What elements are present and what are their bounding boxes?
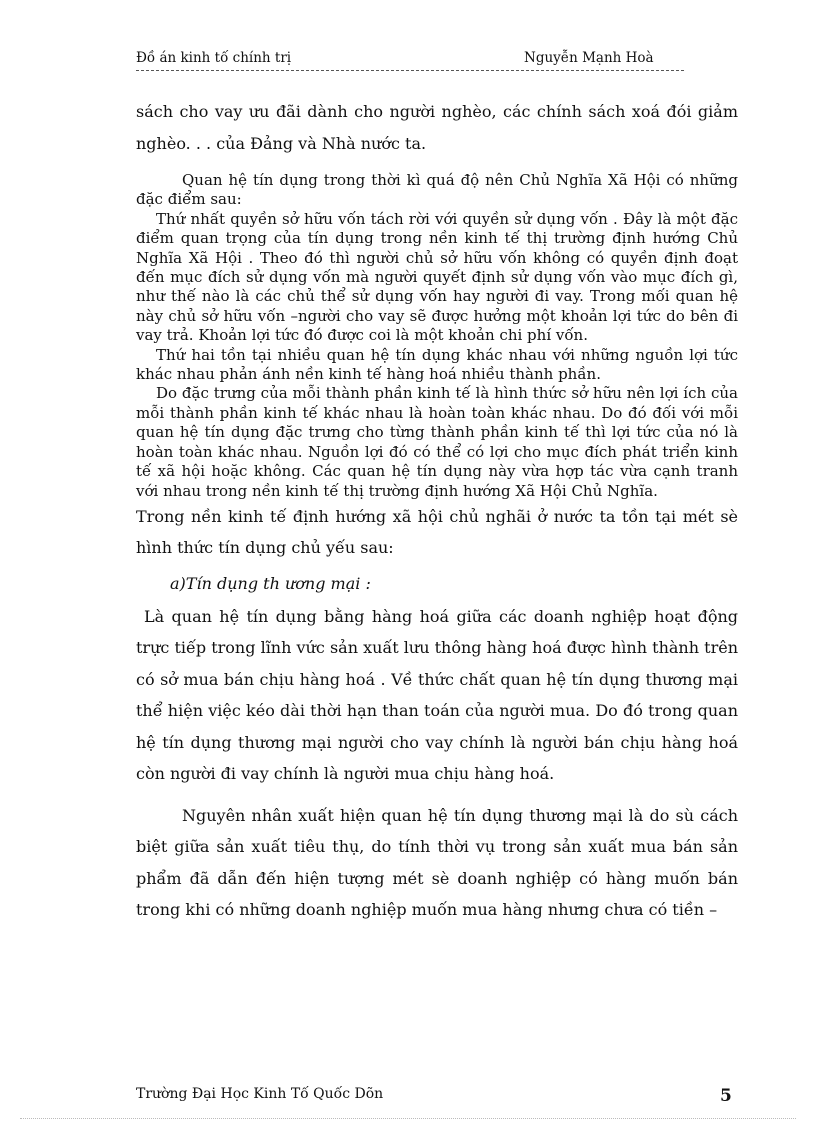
paragraph-commercial-credit-definition: Là quan hệ tín dụng bằng hàng hoá giữa các doanh nghiệp hoạt động trực tiếp trong lĩnh vức sản xuất lưu thông hàng hoá được hình thành trên có sở mua bán chịu hàng hoá . Về thức chất quan hệ tín dụng thương mại thể hiện việc kéo dài thời hạn than toán của người mua. Do đó trong quan hệ tín dụng thương mại người cho vay chính là người bán chịu hàng hoá còn người đi vay chính là người mua chịu hàng hoá. [136,606,738,784]
header-divider [136,70,684,71]
body-text [136,96,738,926]
paragraph-first-feature: Thứ nhất quyền sở hữu vốn tách rời với quyền sử dụng vốn . Đây là một đặc điểm quan trọng của tín dụng trong nền kinh tế thị trường định hướng Chủ Nghĩa Xã Hội . Theo đó thì người chủ sở hữu vốn không có quyền định đoạt đến mục đích sử dụng vốn mà người quyết định sử dụng vốn vào mục đích gì, như thế nào là các chủ thể sử dụng vốn hay người đi vay. Trong mối quan hệ này chủ sở hữu vốn –người cho vay sẽ được hưởng một khoản lợi tức do bên đi vay trả. Khoản lợi tức đó được coi là một khoản chi phí vốn. [136,209,738,345]
page-number: 5 [720,1086,732,1106]
paragraph-intro: sách cho vay ưu đãi dành cho người nghèo, các chính sách xoá đói giảm nghèo. . . của Đảng và Nhà nước ta. [136,102,738,153]
paragraph-features-intro: Quan hệ tín dụng trong thời kì quá độ nên Chủ Nghĩa Xã Hội có những đặc điểm sau: [136,171,738,209]
footer-divider [20,1118,796,1119]
paragraph-commercial-credit-causes: Nguyên nhân xuất hiện quan hệ tín dụng thương mại là do sù cách biệt giữa sản xuất tiêu thụ, do tính thời vụ trong sản xuất mua bán sản phẩm đã dẫn đến hiện tượng mét sè doanh nghiệp có hàng muốn bán trong khi có những doanh nghiệp muốn mua hàng nhưng chưa có tiền – [136,805,738,920]
paragraph-credit-forms: Trong nền kinh tế định hướng xã hội chủ nghãi ở nước ta tồn tại mét sè hình thức tín dụng chủ yếu sau: [136,506,738,558]
paragraph-ownership: Do đặc trưng của mỗi thành phần kinh tế là hình thức sở hữu nên lợi ích của mỗi thành phần kinh tế khác nhau là hoàn toàn khác nhau. Do đó đối với mỗi quan hệ tín dụng đặc trưng cho từng thành phần kinh tế thì lợi tức của nó là hoàn toàn khác nhau. Nguồn lợi đó có thể có lợi cho mục đích phát triển kinh tế xã hội hoặc không. Các quan hệ tín dụng này vừa hợp tác vừa cạnh tranh với nhau trong nền kinh tế thị trường định hướng Xã Hội Chủ Nghĩa. [136,384,738,500]
header-author: Nguyễn Mạnh Hoà [524,50,654,66]
section-heading-commercial-credit: a)Tín dụng th ương mại : [170,573,371,593]
paragraph-second-feature: Thứ hai tồn tại nhiều quan hệ tín dụng khác nhau với những nguồn lợi tức khác nhau phản ánh nền kinh tế hàng hoá nhiều thành phần. [136,345,738,384]
header-title: Đồ án kinh tố chính trị [136,50,292,66]
footer-school: Trường Đại Học Kinh Tố Quốc Dõn [136,1086,384,1102]
